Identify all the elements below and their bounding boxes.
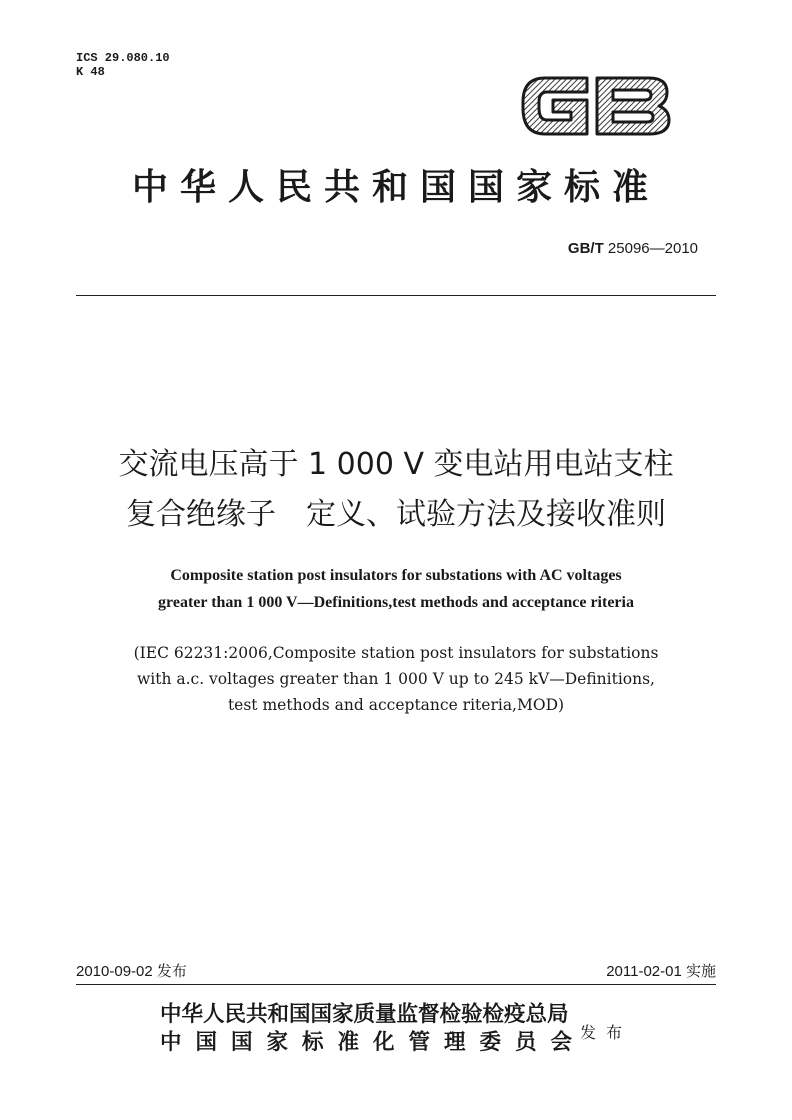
ics-code: ICS 29.080.10: [76, 51, 170, 65]
gb-logo-graphic: [515, 62, 675, 148]
chinese-title-line-2: 复合绝缘子 定义、试验方法及接收准则: [126, 497, 666, 532]
iec-reference-line-1: (IEC 62231:2006,Composite station post insulators for substations: [133, 644, 659, 662]
chinese-title: [30, 440, 762, 540]
english-title-line-2: greater than 1 000 V—Definitions,test methods and acceptance riteria: [158, 594, 634, 611]
gb-logo: [515, 62, 675, 148]
iec-reference-line-2: with a.c. voltages greater than 1 000 V up to 245 kV—Definitions,: [136, 670, 655, 688]
issuer-sac: 中国国家标准化管理委员会: [160, 1030, 587, 1055]
national-standard-title: 中华人民共和国国家标准: [131, 167, 660, 208]
standard-prefix: GB/T: [567, 240, 604, 257]
standard-number: [568, 240, 698, 257]
implementation-date: 2011-02-01 实施: [606, 963, 716, 980]
publish-label: 发布: [580, 1023, 633, 1042]
english-title-line-1: Composite station post insulators for substations with AC voltages: [170, 567, 622, 584]
ccs-code: K 48: [76, 65, 105, 79]
classification-codes: [76, 51, 170, 79]
bottom-divider: [76, 984, 716, 985]
iec-reference-line-3: test methods and acceptance riteria,MOD): [227, 696, 565, 714]
english-title: [40, 562, 752, 616]
issue-date: 2010-09-02 发布: [76, 963, 187, 980]
issuer-aqsiq: 中华人民共和国国家质量监督检验检疫总局: [160, 1002, 569, 1027]
standard-code: 25096—2010: [603, 240, 698, 257]
iec-reference: [40, 640, 752, 718]
top-divider: [76, 295, 716, 296]
chinese-title-line-1: 交流电压高于 1 000 V 变电站用电站支柱: [118, 447, 674, 482]
